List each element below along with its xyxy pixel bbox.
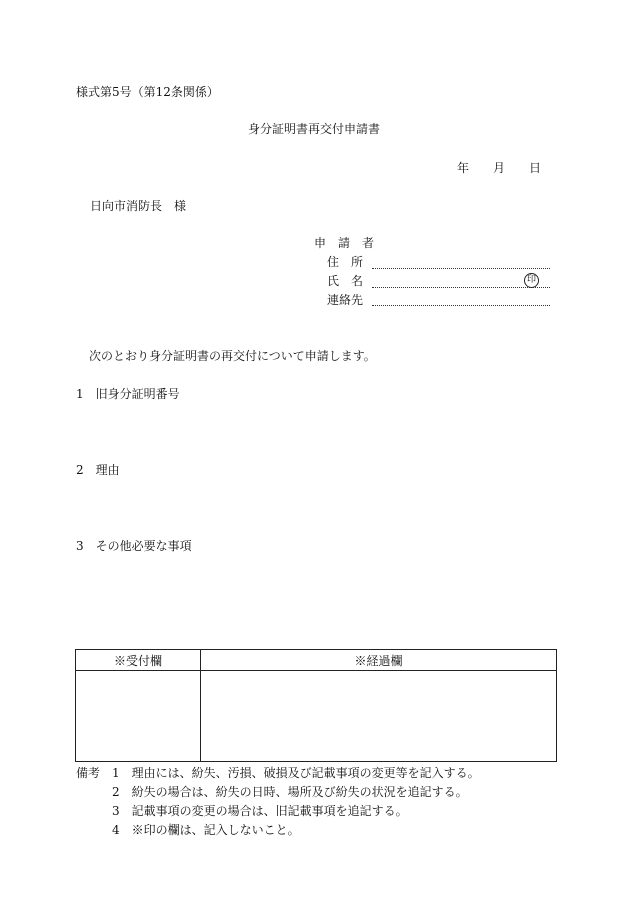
contact-line[interactable] <box>372 305 550 306</box>
name-label: 氏 名 <box>327 274 364 288</box>
address-line[interactable] <box>372 268 550 269</box>
note-line-4: 4 ※印の欄は、記入しないこと。 <box>112 823 300 837</box>
date-month: 月 <box>493 161 506 175</box>
note-line-2: 2 紛失の場合は、紛失の日時、場所及び紛失の状況を追記する。 <box>112 785 468 799</box>
addressee: 日向市消防長 様 <box>90 199 187 213</box>
reception-header: ※受付欄 <box>76 650 201 671</box>
note-line-1: 1 理由には、紛失、汚損、破損及び記載事項の変更等を記入する。 <box>112 766 480 780</box>
reception-table <box>75 649 557 762</box>
item-other-matters: 3 その他必要な事項 <box>76 539 192 553</box>
reception-cell <box>76 671 201 762</box>
item-old-id-number: 1 旧身分証明番号 <box>76 387 180 401</box>
document-title: 身分証明書再交付申請書 <box>248 122 381 136</box>
address-label: 住 所 <box>327 255 364 269</box>
form-number: 様式第5号（第12条関係） <box>76 85 219 99</box>
note-line-3: 3 記載事項の変更の場合は、旧記載事項を追記する。 <box>112 804 408 818</box>
contact-label: 連絡先 <box>327 293 364 307</box>
intro-text: 次のとおり身分証明書の再交付について申請します。 <box>89 349 376 363</box>
applicant-heading: 申 請 者 <box>314 236 375 250</box>
date-day: 日 <box>529 161 542 175</box>
seal-mark: 印 <box>524 273 539 288</box>
notes-label: 備考 <box>76 766 101 780</box>
date-year: 年 <box>457 161 470 175</box>
progress-cell <box>201 671 557 762</box>
progress-header: ※経過欄 <box>201 650 557 671</box>
item-reason: 2 理由 <box>76 463 120 477</box>
name-line[interactable] <box>372 287 550 288</box>
